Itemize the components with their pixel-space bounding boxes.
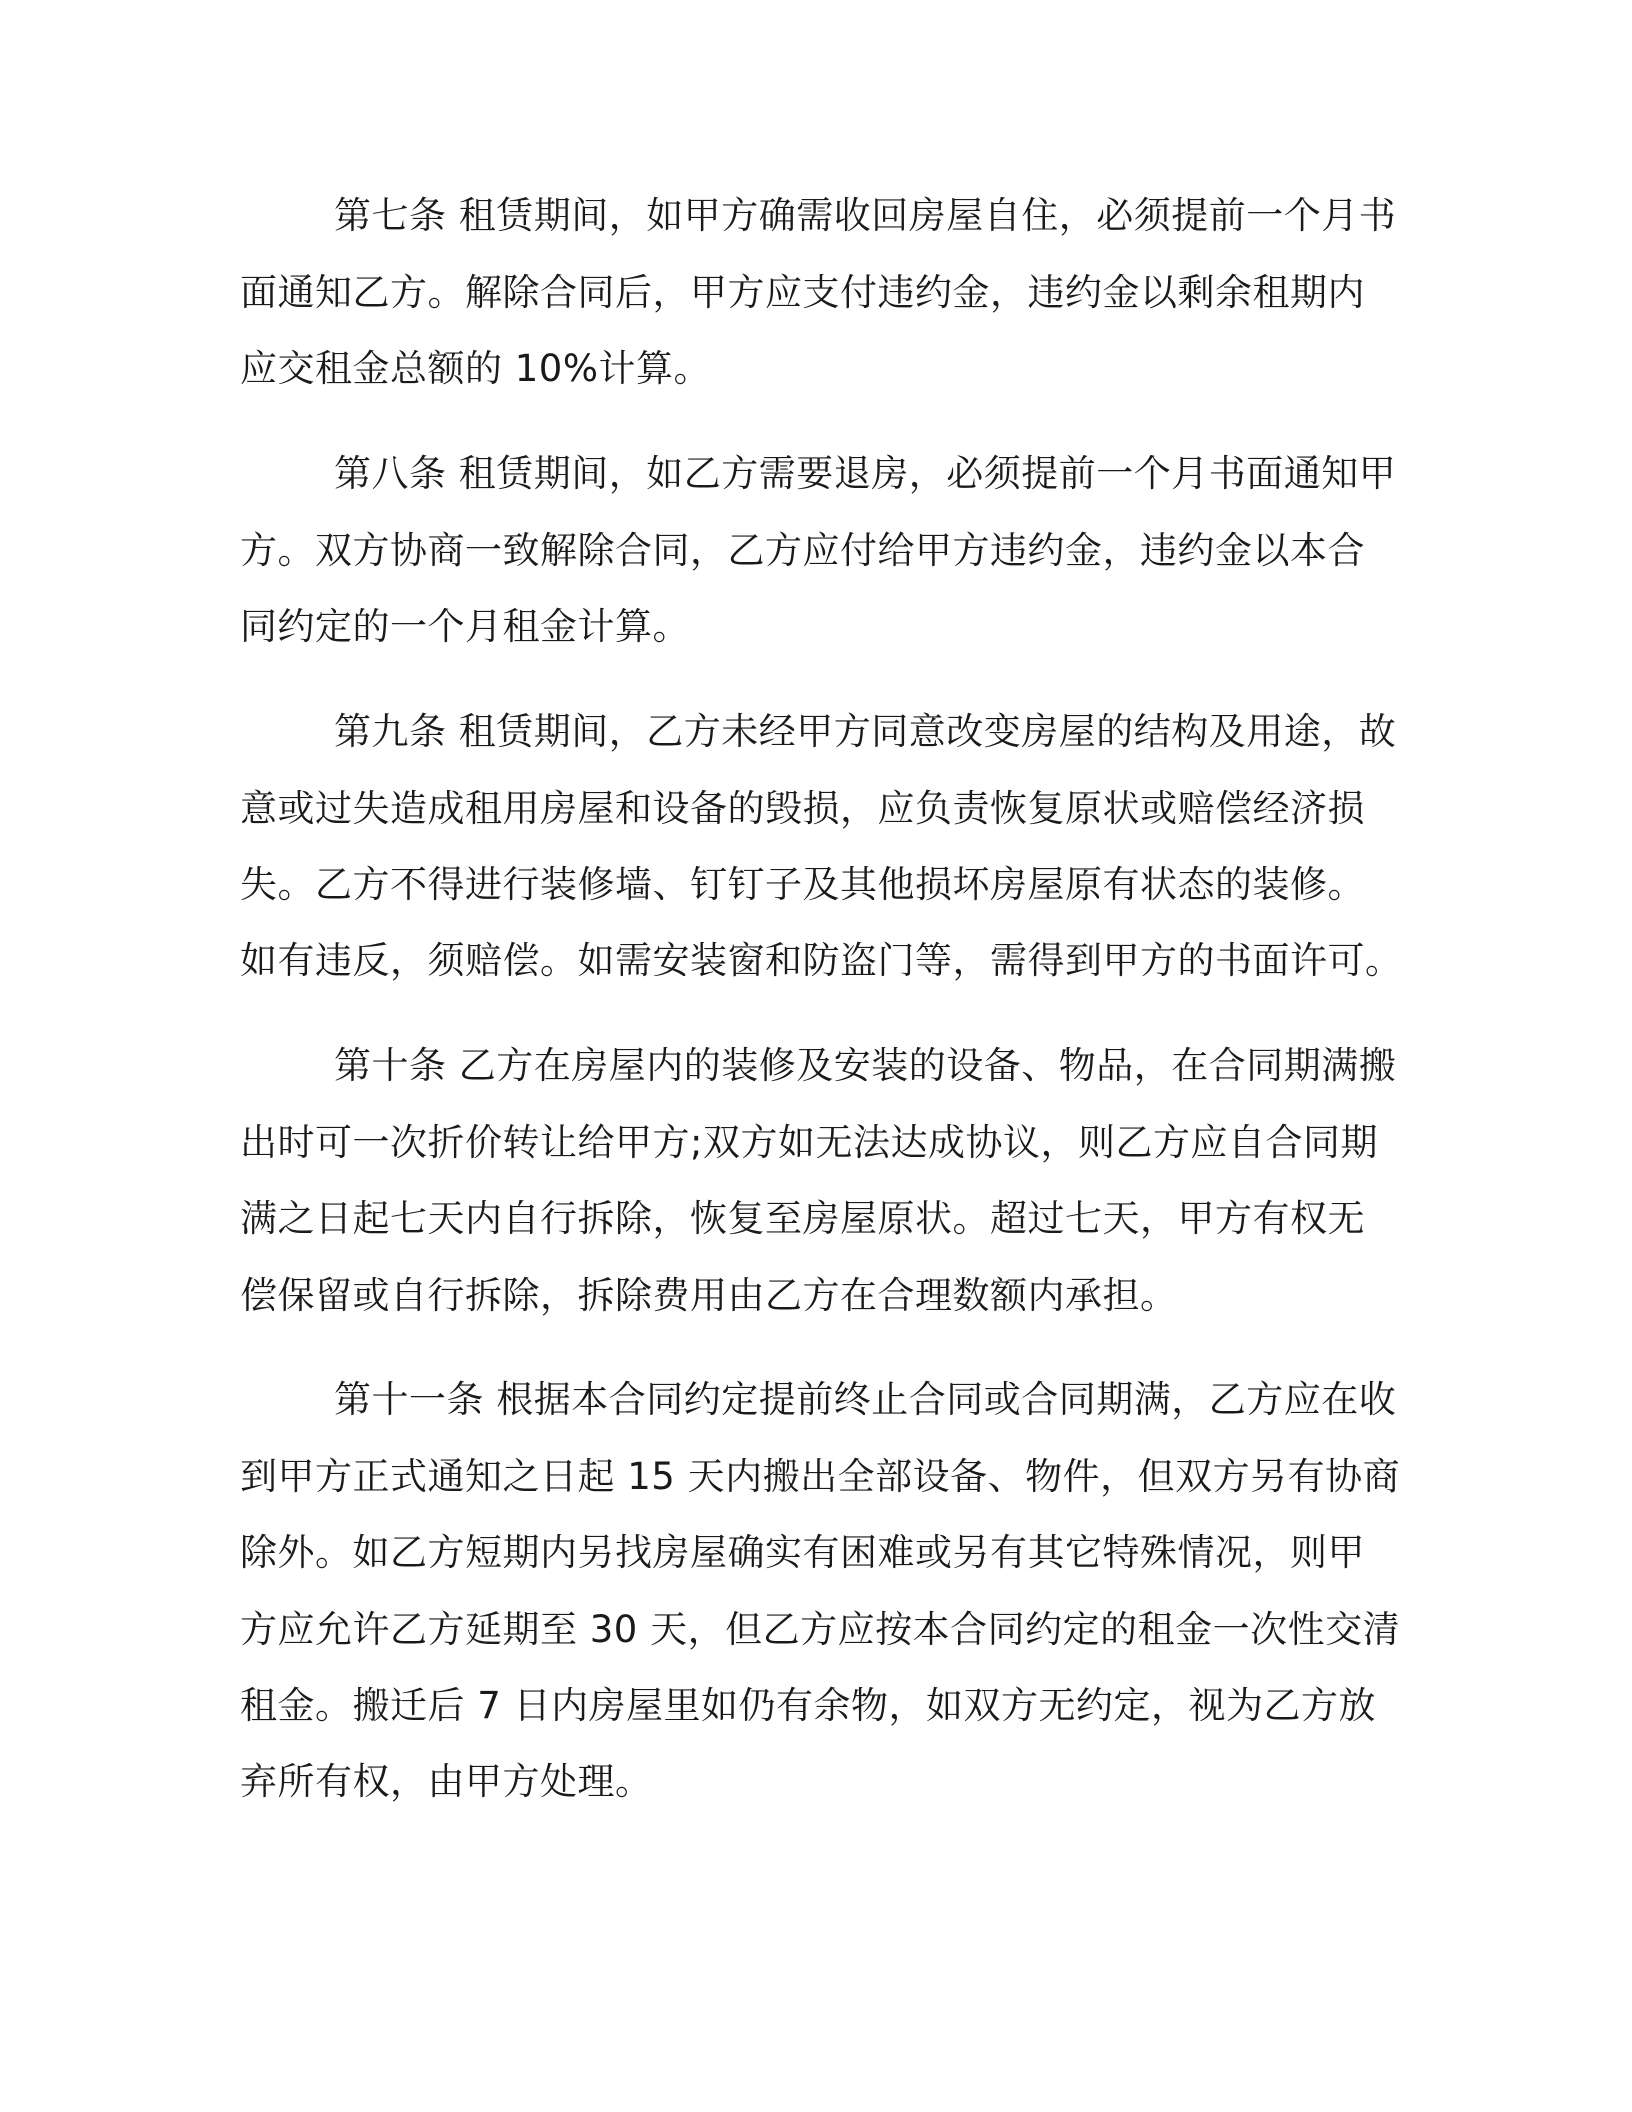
clause-10-line-4: 偿保留或自行拆除，拆除费用由乙方在合理数额内承担。 — [240, 1274, 1178, 1317]
clause-10-line-3: 满之日起七天内自行拆除，恢复至房屋原状。超过七天，甲方有权无 — [240, 1197, 1365, 1240]
clause-11-line-1: 第十一条 根据本合同约定提前终止合同或合同期满，乙方应在收 — [334, 1378, 1397, 1421]
clause-9-line-4: 如有违反，须赔偿。如需安装窗和防盗门等，需得到甲方的书面许可。 — [240, 939, 1403, 982]
clause-8-line-1: 第八条 租赁期间，如乙方需要退房，必须提前一个月书面通知甲 — [334, 452, 1397, 495]
clause-7-line-3: 应交租金总额的 10%计算。 — [240, 347, 711, 390]
clause-11-line-2: 到甲方正式通知之日起 15 天内搬出全部设备、物件，但双方另有协商 — [240, 1455, 1401, 1498]
clause-9-line-2: 意或过失造成租用房屋和设备的毁损，应负责恢复原状或赔偿经济损 — [240, 787, 1365, 830]
clause-11-line-4: 方应允许乙方延期至 30 天，但乙方应按本合同约定的租金一次性交清 — [240, 1608, 1401, 1651]
clause-10-line-2: 出时可一次折价转让给甲方;双方如无法达成协议，则乙方应自合同期 — [240, 1121, 1378, 1164]
clause-9-line-3: 失。乙方不得进行装修墙、钉钉子及其他损坏房屋原有状态的装修。 — [240, 863, 1365, 906]
clause-7-line-1: 第七条 租赁期间，如甲方确需收回房屋自住，必须提前一个月书 — [334, 194, 1397, 237]
clause-11-line-3: 除外。如乙方短期内另找房屋确实有困难或另有其它特殊情况，则甲 — [240, 1531, 1365, 1574]
clause-9-line-1: 第九条 租赁期间，乙方未经甲方同意改变房屋的结构及用途，故 — [334, 710, 1397, 753]
clause-11-line-5: 租金。搬迁后 7 日内房屋里如仍有余物，如双方无约定，视为乙方放 — [240, 1684, 1377, 1727]
clause-10-line-1: 第十条 乙方在房屋内的装修及安装的设备、物品，在合同期满搬 — [334, 1044, 1397, 1087]
clause-8-line-2: 方。双方协商一致解除合同，乙方应付给甲方违约金，违约金以本合 — [240, 529, 1365, 572]
clause-8-line-3: 同约定的一个月租金计算。 — [240, 605, 690, 648]
clause-11-line-6: 弃所有权，由甲方处理。 — [240, 1760, 653, 1803]
clause-7-line-2: 面通知乙方。解除合同后，甲方应支付违约金，违约金以剩余租期内 — [240, 271, 1365, 314]
